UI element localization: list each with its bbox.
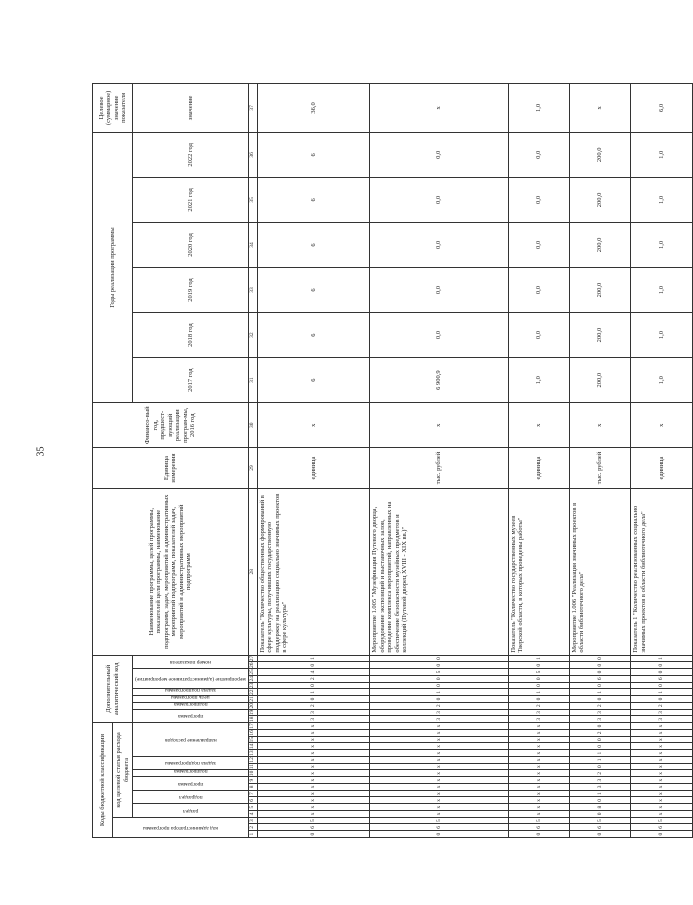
- column-number: 5: [248, 804, 257, 811]
- row-year-value: 0,0: [370, 132, 508, 177]
- code-cell: x: [631, 790, 692, 797]
- column-number: 26: [248, 662, 257, 669]
- row-year-value: 6: [257, 222, 370, 267]
- header-fin-year: Финансо-вый год, предшест-вующий реализации програм-мы, 2016 год: [93, 403, 249, 448]
- row-year-value: 200,0: [569, 313, 630, 358]
- code-cell: 2: [508, 702, 569, 709]
- header-target: Целевое (суммарное) значение показателя: [93, 84, 133, 133]
- code-cell: 0: [257, 831, 370, 838]
- column-number: 10: [248, 770, 257, 777]
- row-year-value: 0,0: [370, 177, 508, 222]
- code-cell: 0: [569, 696, 630, 703]
- code-cell: x: [508, 784, 569, 791]
- column-number: 24: [248, 675, 257, 682]
- code-cell: 1: [569, 750, 630, 757]
- row-year-value: 6: [257, 358, 370, 403]
- code-cell: 3: [569, 716, 630, 723]
- code-cell: x: [370, 723, 508, 730]
- code-cell: x: [257, 811, 370, 818]
- row-year-value: 6: [257, 313, 370, 358]
- column-number: 11: [248, 763, 257, 770]
- code-cell: x: [257, 750, 370, 757]
- column-number: 13: [248, 750, 257, 757]
- row-year-value: 1,0: [631, 222, 692, 267]
- code-cell: x: [508, 730, 569, 737]
- code-cell: x: [631, 743, 692, 750]
- code-cell: 1: [370, 689, 508, 696]
- code-cell: 3: [370, 709, 508, 716]
- code-cell: 1: [508, 655, 569, 662]
- column-number: 8: [248, 784, 257, 791]
- row-name: Мероприятие 1.005 "Музефикация Путевого дворца, оборудование экспозиций и выставочных залов, проведение комплекса мероприятий, направленных на обеспечение безопасности музейных предметов и коллекций (Путевой дворец XVIII - XIX вв.)": [370, 488, 508, 655]
- code-cell: 0: [257, 682, 370, 689]
- row-year-value: 200,0: [569, 358, 630, 403]
- code-cell: 8: [569, 804, 630, 811]
- column-number: 32: [248, 313, 257, 358]
- code-cell: 6: [257, 824, 370, 831]
- code-cell: 0: [569, 669, 630, 676]
- code-cell: 5: [257, 817, 370, 824]
- row-name: Показатель 1 "Количество реализованных социально значимых проектов в области библиотечного дела": [631, 488, 692, 655]
- table-body: [257, 84, 692, 838]
- code-cell: x: [508, 750, 569, 757]
- code-cell: 5: [631, 817, 692, 824]
- code-cell: x: [508, 763, 569, 770]
- header-podrazdel: подраздел: [133, 790, 249, 804]
- header-2020: 2020 год: [133, 222, 249, 267]
- code-cell: 0: [370, 696, 508, 703]
- row-year-value: 6 900,9: [370, 358, 508, 403]
- row-fin-year: x: [508, 403, 569, 448]
- row-target: 1,0: [508, 84, 569, 133]
- column-number: 3: [248, 817, 257, 824]
- code-cell: x: [508, 770, 569, 777]
- column-number: 23: [248, 682, 257, 689]
- row-name: Показатель "Количество общественных формирований в сфере культуры, получивших государственную поддержку на реализацию социально значимых проектов в сфере культуры": [257, 488, 370, 655]
- row-year-value: 200,0: [569, 132, 630, 177]
- code-cell: x: [508, 777, 569, 784]
- column-number: 28: [248, 488, 257, 655]
- code-cell: x: [370, 790, 508, 797]
- code-cell: x: [631, 730, 692, 737]
- code-cell: x: [631, 750, 692, 757]
- column-number: 37: [248, 84, 257, 133]
- row-year-value: 6: [257, 177, 370, 222]
- header-name: Наименование программы, целей программы, показателей цели программы, наименование подпрограмм, задач, мероприятий и административных мероприятий подпрограмм, показателей задач, мероприятий и административных мероприятий подпрограмм: [93, 488, 249, 655]
- table-row: [370, 84, 508, 838]
- code-cell: x: [631, 770, 692, 777]
- code-cell: 2: [370, 702, 508, 709]
- code-cell: x: [631, 736, 692, 743]
- code-cell: x: [508, 804, 569, 811]
- column-number: 16: [248, 730, 257, 737]
- column-number: 27: [248, 655, 257, 662]
- row-year-value: 0,0: [508, 268, 569, 313]
- code-cell: 0: [569, 811, 630, 818]
- code-cell: x: [257, 736, 370, 743]
- header-extra-code: Дополнительный аналитический код: [93, 655, 133, 723]
- code-cell: 6: [569, 824, 630, 831]
- header-2021: 2021 год: [133, 177, 249, 222]
- code-cell: x: [370, 736, 508, 743]
- header-napravlenie: направление расходов: [133, 723, 249, 757]
- code-cell: x: [257, 770, 370, 777]
- row-year-value: 0,0: [508, 177, 569, 222]
- code-cell: 1: [569, 790, 630, 797]
- code-cell: 4: [257, 669, 370, 676]
- row-name: Показатель "Количество государственных музеев Тверской области, в которых проведены работы": [508, 488, 569, 655]
- code-cell: 0: [370, 675, 508, 682]
- row-unit: тыс. рублей: [569, 448, 630, 489]
- code-cell: 5: [370, 817, 508, 824]
- code-cell: x: [631, 797, 692, 804]
- column-number: 17: [248, 723, 257, 730]
- code-cell: 2: [257, 675, 370, 682]
- code-cell: x: [370, 743, 508, 750]
- code-cell: 6: [631, 675, 692, 682]
- row-year-value: 6: [257, 132, 370, 177]
- code-cell: x: [631, 763, 692, 770]
- header-years: Годы реализации программы: [93, 132, 133, 402]
- code-cell: x: [370, 763, 508, 770]
- budget-table-sheet: [92, 83, 665, 838]
- code-cell: x: [257, 743, 370, 750]
- code-cell: x: [257, 784, 370, 791]
- row-year-value: 1,0: [631, 177, 692, 222]
- header-podprogramma: подпрограмма: [133, 770, 249, 777]
- code-cell: 0: [569, 736, 630, 743]
- code-cell: x: [257, 804, 370, 811]
- code-cell: 0: [569, 831, 630, 838]
- header-2022: 2022 год: [133, 132, 249, 177]
- row-year-value: 1,0: [631, 313, 692, 358]
- code-cell: 6: [508, 824, 569, 831]
- column-number: 30: [248, 403, 257, 448]
- code-cell: 2: [631, 702, 692, 709]
- code-cell: 3: [569, 777, 630, 784]
- code-cell: 5: [370, 669, 508, 676]
- row-fin-year: x: [257, 403, 370, 448]
- code-cell: 3: [508, 716, 569, 723]
- row-unit: единица: [508, 448, 569, 489]
- code-cell: 0: [631, 662, 692, 669]
- column-number: 35: [248, 177, 257, 222]
- row-fin-year: x: [631, 403, 692, 448]
- header-extra-programma: программа: [133, 709, 249, 723]
- column-number: 14: [248, 743, 257, 750]
- column-numbers-row: [248, 84, 257, 838]
- code-cell: 6: [370, 824, 508, 831]
- code-cell: x: [370, 811, 508, 818]
- code-cell: x: [631, 811, 692, 818]
- column-number: 19: [248, 709, 257, 716]
- header-2019: 2019 год: [133, 268, 249, 313]
- code-cell: 0: [631, 682, 692, 689]
- code-cell: x: [508, 811, 569, 818]
- column-number: 9: [248, 777, 257, 784]
- code-cell: 3: [508, 709, 569, 716]
- column-number: 7: [248, 790, 257, 797]
- code-cell: 0: [370, 831, 508, 838]
- row-year-value: 6: [257, 268, 370, 313]
- column-number: 2: [248, 824, 257, 831]
- code-cell: x: [257, 763, 370, 770]
- code-cell: 0: [631, 831, 692, 838]
- row-year-value: 1,0: [508, 358, 569, 403]
- code-cell: x: [257, 757, 370, 764]
- code-cell: 6: [569, 675, 630, 682]
- code-cell: 0: [631, 696, 692, 703]
- row-year-value: 200,0: [569, 268, 630, 313]
- code-cell: x: [631, 804, 692, 811]
- header-programma: программа: [133, 777, 249, 791]
- row-year-value: 1,0: [631, 132, 692, 177]
- header-extra-meropr: мероприятие (административное мероприятие): [133, 669, 249, 689]
- code-cell: 3: [257, 716, 370, 723]
- code-cell: 5: [508, 669, 569, 676]
- code-cell: 0: [370, 682, 508, 689]
- header-target-code: код целевой статьи расхода бюджета: [113, 723, 133, 818]
- row-unit: единица: [631, 448, 692, 489]
- column-number: 18: [248, 716, 257, 723]
- code-cell: 0: [508, 682, 569, 689]
- column-number: 20: [248, 702, 257, 709]
- code-cell: 0: [257, 662, 370, 669]
- header-2018: 2018 год: [133, 313, 249, 358]
- table-row: [631, 84, 692, 838]
- code-cell: x: [370, 784, 508, 791]
- column-number: 22: [248, 689, 257, 696]
- code-cell: 0: [569, 763, 630, 770]
- column-number: 36: [248, 132, 257, 177]
- row-year-value: 1,0: [631, 268, 692, 313]
- column-number: 21: [248, 696, 257, 703]
- code-cell: 2: [569, 702, 630, 709]
- code-cell: 2: [569, 770, 630, 777]
- row-year-value: 0,0: [508, 222, 569, 267]
- code-cell: 0: [569, 655, 630, 662]
- code-cell: x: [257, 723, 370, 730]
- row-year-value: 0,0: [370, 222, 508, 267]
- code-cell: 1: [631, 655, 692, 662]
- code-cell: 1: [631, 689, 692, 696]
- header-extra-tsel: цель программы: [133, 696, 249, 703]
- code-cell: x: [370, 730, 508, 737]
- code-cell: x: [508, 757, 569, 764]
- code-cell: 0: [508, 696, 569, 703]
- code-cell: x: [257, 730, 370, 737]
- column-number: 1: [248, 831, 257, 838]
- column-number: 29: [248, 448, 257, 489]
- header-unit: Единица измерения: [93, 448, 249, 489]
- code-cell: x: [370, 770, 508, 777]
- table-row: [508, 84, 569, 838]
- code-cell: 0: [508, 675, 569, 682]
- header-razdel: раздел: [133, 804, 249, 818]
- column-number: 6: [248, 797, 257, 804]
- row-target: x: [370, 84, 508, 133]
- row-target: 36,0: [257, 84, 370, 133]
- header-budget-codes: Коды бюджетной классификации: [93, 723, 113, 838]
- code-cell: x: [508, 723, 569, 730]
- row-name: Мероприятие 1.006 "Реализация значимых проектов в области библиотечного дела": [569, 488, 630, 655]
- code-cell: 1: [569, 757, 630, 764]
- row-target: 6,0: [631, 84, 692, 133]
- code-cell: 3: [631, 709, 692, 716]
- code-cell: 3: [569, 709, 630, 716]
- row-fin-year: x: [370, 403, 508, 448]
- code-cell: x: [370, 757, 508, 764]
- code-cell: 0: [631, 669, 692, 676]
- row-year-value: 200,0: [569, 177, 630, 222]
- code-cell: x: [370, 750, 508, 757]
- row-year-value: 0,0: [370, 268, 508, 313]
- table-row: [257, 84, 370, 838]
- code-cell: 0: [257, 696, 370, 703]
- table-row: [569, 84, 630, 838]
- code-cell: 1: [508, 689, 569, 696]
- header-extra-zadacha: задача подпрограммы: [133, 689, 249, 696]
- column-number: 4: [248, 811, 257, 818]
- code-cell: 1: [257, 689, 370, 696]
- code-cell: x: [508, 790, 569, 797]
- code-cell: 0: [370, 655, 508, 662]
- row-unit: единица: [257, 448, 370, 489]
- row-unit: тыс. рублей: [370, 448, 508, 489]
- header-admin-code: код администратора программы: [113, 817, 249, 837]
- program-table: [92, 83, 693, 838]
- code-cell: 5: [569, 817, 630, 824]
- row-year-value: 1,0: [631, 358, 692, 403]
- code-cell: 0: [508, 831, 569, 838]
- code-cell: x: [370, 797, 508, 804]
- code-cell: x: [631, 723, 692, 730]
- code-cell: 1: [569, 689, 630, 696]
- page-number: 35: [35, 446, 47, 457]
- code-cell: 3: [370, 716, 508, 723]
- header-value: значение: [133, 84, 249, 133]
- column-number: 25: [248, 669, 257, 676]
- header-extra-nomer: номер показателя: [133, 655, 249, 669]
- code-cell: x: [257, 790, 370, 797]
- code-cell: 0: [569, 723, 630, 730]
- header-zadacha: задача подпрограммы: [133, 757, 249, 771]
- code-cell: 0: [508, 662, 569, 669]
- column-number: 33: [248, 268, 257, 313]
- code-cell: 1: [257, 655, 370, 662]
- column-number: 34: [248, 222, 257, 267]
- column-number: 15: [248, 736, 257, 743]
- code-cell: 0: [569, 797, 630, 804]
- code-cell: 3: [257, 709, 370, 716]
- header-extra-podprogramma: подпрограмма: [133, 702, 249, 709]
- code-cell: x: [508, 736, 569, 743]
- code-cell: x: [631, 757, 692, 764]
- column-number: 31: [248, 358, 257, 403]
- code-cell: x: [370, 777, 508, 784]
- code-cell: 0: [370, 662, 508, 669]
- code-cell: 3: [569, 784, 630, 791]
- row-year-value: 0,0: [370, 313, 508, 358]
- code-cell: x: [508, 797, 569, 804]
- code-cell: x: [631, 777, 692, 784]
- code-cell: 3: [631, 716, 692, 723]
- row-target: x: [569, 84, 630, 133]
- code-cell: 5: [508, 817, 569, 824]
- code-cell: 6: [631, 824, 692, 831]
- row-fin-year: x: [569, 403, 630, 448]
- row-year-value: 0,0: [508, 313, 569, 358]
- column-number: 12: [248, 757, 257, 764]
- code-cell: x: [508, 743, 569, 750]
- code-cell: 0: [569, 743, 630, 750]
- code-cell: x: [370, 804, 508, 811]
- row-year-value: 0,0: [508, 132, 569, 177]
- code-cell: x: [257, 777, 370, 784]
- code-cell: 0: [569, 682, 630, 689]
- code-cell: x: [257, 797, 370, 804]
- header-2017: 2017 год: [133, 358, 249, 403]
- code-cell: 2: [257, 702, 370, 709]
- code-cell: x: [631, 784, 692, 791]
- row-year-value: 200,0: [569, 222, 630, 267]
- code-cell: 0: [569, 662, 630, 669]
- code-cell: 2: [569, 730, 630, 737]
